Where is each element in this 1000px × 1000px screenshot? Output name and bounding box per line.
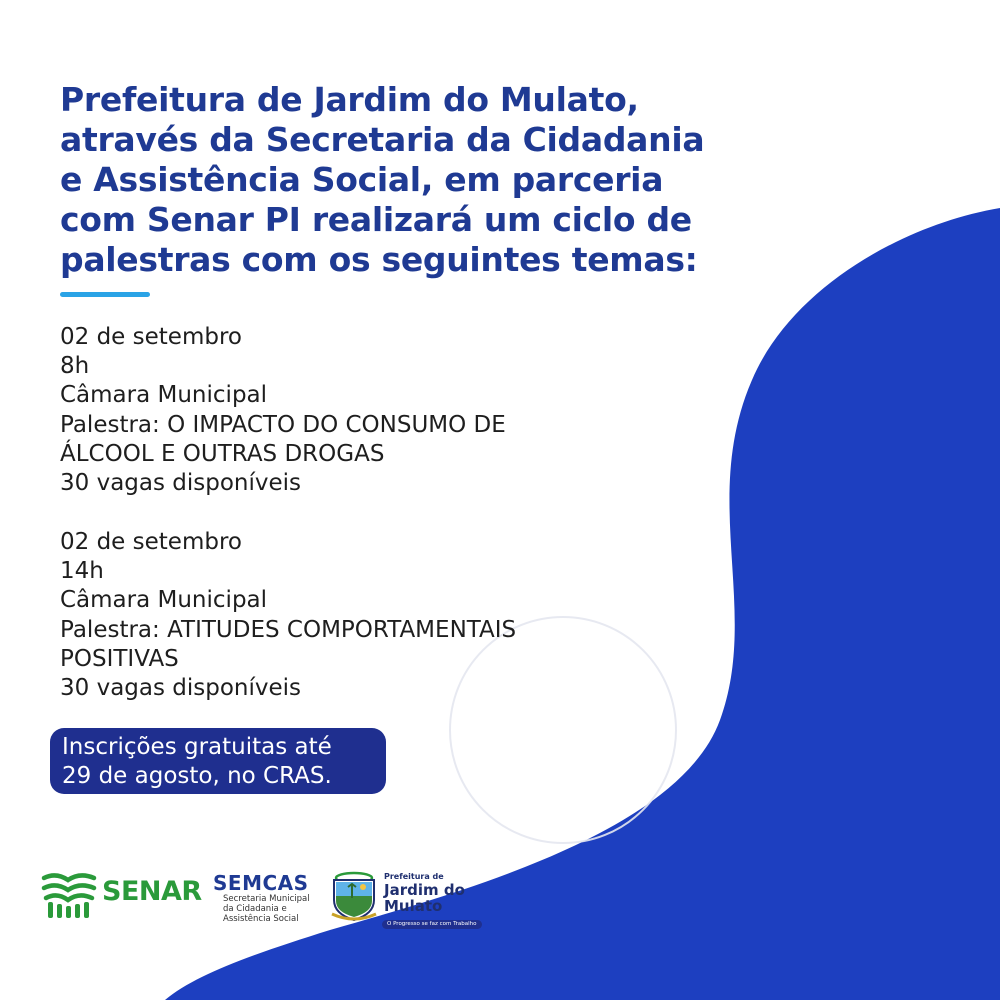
event-time: 8h (60, 353, 90, 380)
event-talk-line: Palestra: O IMPACTO DO CONSUMO DE (60, 411, 506, 438)
event-location: Câmara Municipal (60, 382, 268, 409)
prefeitura-logo-small-text: Prefeitura de (384, 872, 444, 881)
headline-underline-divider (60, 292, 150, 297)
prefeitura-name-line: Jardim do (384, 881, 465, 899)
senar-logo-text: SENAR (102, 876, 202, 907)
semcas-subtitle-line: Assistência Social (223, 914, 299, 924)
semcas-logo-title: SEMCAS (213, 871, 309, 895)
headline-line: Prefeitura de Jardim do Mulato, (60, 80, 639, 119)
semcas-subtitle-line: da Cidadania e (223, 904, 287, 914)
prefeitura-logo (328, 868, 478, 934)
event-vacancies: 30 vagas disponíveis (60, 675, 302, 702)
registration-info-line: 29 de agosto, no CRAS. (62, 763, 332, 789)
event-date: 02 de setembro (60, 529, 242, 555)
headline-line: através da Secretaria da Cidadania (60, 120, 705, 159)
event-block (60, 528, 660, 703)
headline-line: com Senar PI realizará um ciclo de (60, 200, 692, 239)
prefeitura-name-line: Mulato (384, 897, 443, 915)
registration-info-badge (50, 728, 386, 794)
prefeitura-slogan-badge: O Progresso se faz com Trabalho (382, 920, 482, 929)
headline (60, 80, 780, 280)
registration-info-line: Inscrições gratuitas até (62, 734, 332, 760)
event-date: 02 de setembro (60, 324, 242, 350)
event-vacancies: 30 vagas disponíveis (60, 470, 302, 497)
prefeitura-logo-text (384, 872, 465, 914)
event-talk-line: ÁLCOOL E OUTRAS DROGAS (60, 440, 385, 467)
headline-line: e Assistência Social, em parceria (60, 160, 664, 199)
senar-logo (40, 868, 205, 920)
event-talk-line: Palestra: ATITUDES COMPORTAMENTAIS (60, 616, 517, 643)
semcas-subtitle-line: Secretaria Municipal (223, 894, 310, 904)
event-block (60, 323, 660, 498)
headline-line: palestras com os seguintes temas: (60, 240, 698, 279)
prefeitura-logo-name (384, 882, 465, 914)
event-talk-line: POSITIVAS (60, 645, 179, 672)
semcas-logo-subtitle (223, 894, 323, 924)
semcas-logo (213, 872, 323, 932)
municipal-coat-of-arms-icon (328, 868, 380, 924)
event-location: Câmara Municipal (60, 587, 268, 614)
event-time: 14h (60, 558, 104, 585)
senar-leaves-icon (40, 868, 98, 920)
